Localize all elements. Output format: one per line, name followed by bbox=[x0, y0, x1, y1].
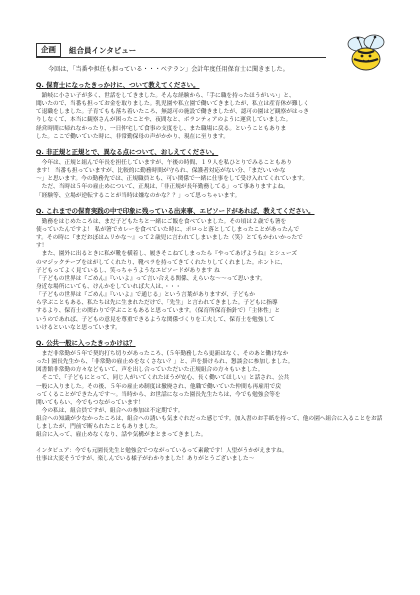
section-tag: 企画 bbox=[36, 43, 61, 57]
page-header bbox=[36, 38, 384, 58]
question-heading: Q. 公共一般に入ったきっかけは？ bbox=[36, 338, 136, 347]
question-heading: Q. 非正規と正規とで、異なる点について、おしえてください。 bbox=[36, 147, 219, 156]
page-title: 組合員インタビュー bbox=[69, 46, 137, 55]
qa-section-2 bbox=[36, 148, 384, 200]
qa-section-4 bbox=[36, 339, 384, 440]
answer-text: 今年は、正規と組んで年長を担任していますが、午後の時間、１９人を私ひとりでみることもあり ます！ 当番も担っていますが、比較的に勤務時間が守られ、保護者対応がない分、「まだいいかな ～」と思います。今の勤務先では、正規職員とも、可い関係で一緒に仕事をして受け入れてくれています。 ただ、当時は５年の雇止めについて、正規は、「非正規が長年勤務してる」って事ありますよね。 「経験等、立場が逆転することが当時は嫌なのかな？？」って思っちゃいます。 bbox=[36, 159, 309, 199]
closing-text: インタビュア：今でも元園長先生と勉強会でつながっているって素敵です！人望がうかがえますね。 仕事は大変そうですが、楽しんでいる様子がわかりました！ありがとうございました～ bbox=[36, 447, 288, 462]
interviewer-closing bbox=[36, 447, 384, 463]
bee-illustration-icon bbox=[344, 32, 392, 74]
question-heading: Q. 保育士になったきっかけに、ついて教えてください。 bbox=[36, 81, 200, 89]
intro-text: 今回は、「当番や担任も担っている・・・ベテラン」会計年度任用保育士に聞きました。 bbox=[48, 66, 289, 73]
header-rule bbox=[36, 40, 326, 58]
answer-text: 鎮岐に小さい子が多く、世話をしてきました。そんな経験から、「手に職を持ったほうがいい」と、 聞いたので、当番も担ってお金を取りました。乳児園や私立園で働いてきましたが、私立は産育休が難しく て退職をしました。子育てもも落ち着いたころ、無認可の施設で働きましたが、認可の園はど観察がはっき りしなくて、本当に観察さんが困ったことや、夜間なと、ボランティアのように運営していました。 経営時間に帰れなかったり、一日仲宅して食事の支度をし、また職場に戻る。ということもありま した。ここで働いていた時に、非常勤保母の声がかかり、現在に至ります。 bbox=[36, 93, 309, 140]
answer-text: まだ非常勤が５年で契約打ち切りがあったころ、(５年勤務したら更新はなく、そのあと働けなか った) 園長先生から、「非常勤の雇止めをなくさない？」と、声を掛けられ、懇談会に参加しました。 図書館非常勤の方々などもいて、声を出し合っていただいた正規組合の方々もいました。 そこで、『子どもにとって、同じ人がいてくれたほうが安心、長く働いてほしい』と話され、公共 一般に入りました。その後、５年の雇止め制度は撤廃され、他職で働いていた仲間も再雇用で戻 ってくることができたんです～。当時から、お世話になった園長先生たちは、今でも勉強会等を 開いてもらい、今でもつながっています！ 今の私は、組合員ですが、組合への参加は不定期です。 組合への知識が少なかったころは、組合への誘いも気まぐれだった感じです。加入書のお手紙を持って、他の園へ組合に入ることをお話しましたが、門前で断られたこともありました。 組合に入って、雇止めなくなり、話や気構がまとまってきました。 bbox=[36, 350, 383, 439]
question-heading: Q. これまでの保育実践の中で印象に残っている出来事、エピソードがあれば、教えてください。 bbox=[36, 206, 315, 215]
answer-text: 勤務をはじめたころは、まだ子どもたちと一緒にご飯を食べていました。その頃は２歳でも箸を 使っていたんですよ！ 私が箸でカレーを食べていた時に、ポロっと落としてしまったことがあったんで す。その時に『まだおぼはムリかな～』って２歳児に言われてしまいました（笑）とてもかわいかったで す！ また、園外に出るときに私が靴を横着し、履きそこねてしまったら『やってあげようね』とシューズ のマジックテープをはがしてくれたり、靴べラを持ってきてくれたりしてくれました。ホントに、 子どもってよく見ているし、笑っちゃうようなエピソードがあります ね 「子どもの世界は『ごめん』『いいよ』って言い合える関係、えらいな～～って思います。 身近な場所にいても、けんかをしていれば大人は、・・・ 「子どもの世界は『ごめん』『いいよ』で通じる」という言葉がありますが、子どもか ら学ぶこともある、私たちは先に生まれただけで、「先生」と言われてきました。子どもに指導 するより、保育士の関わりで学ぶこともあると思っています。（保育所保育指針で）「主体性」と いうのであれば、子どもの意見を尊重できるような関係づくりを工夫して、保育士を勉強して いけるといいなと思っています。 bbox=[36, 218, 303, 331]
qa-section-3 bbox=[36, 207, 384, 332]
qa-section-1 bbox=[36, 81, 384, 141]
